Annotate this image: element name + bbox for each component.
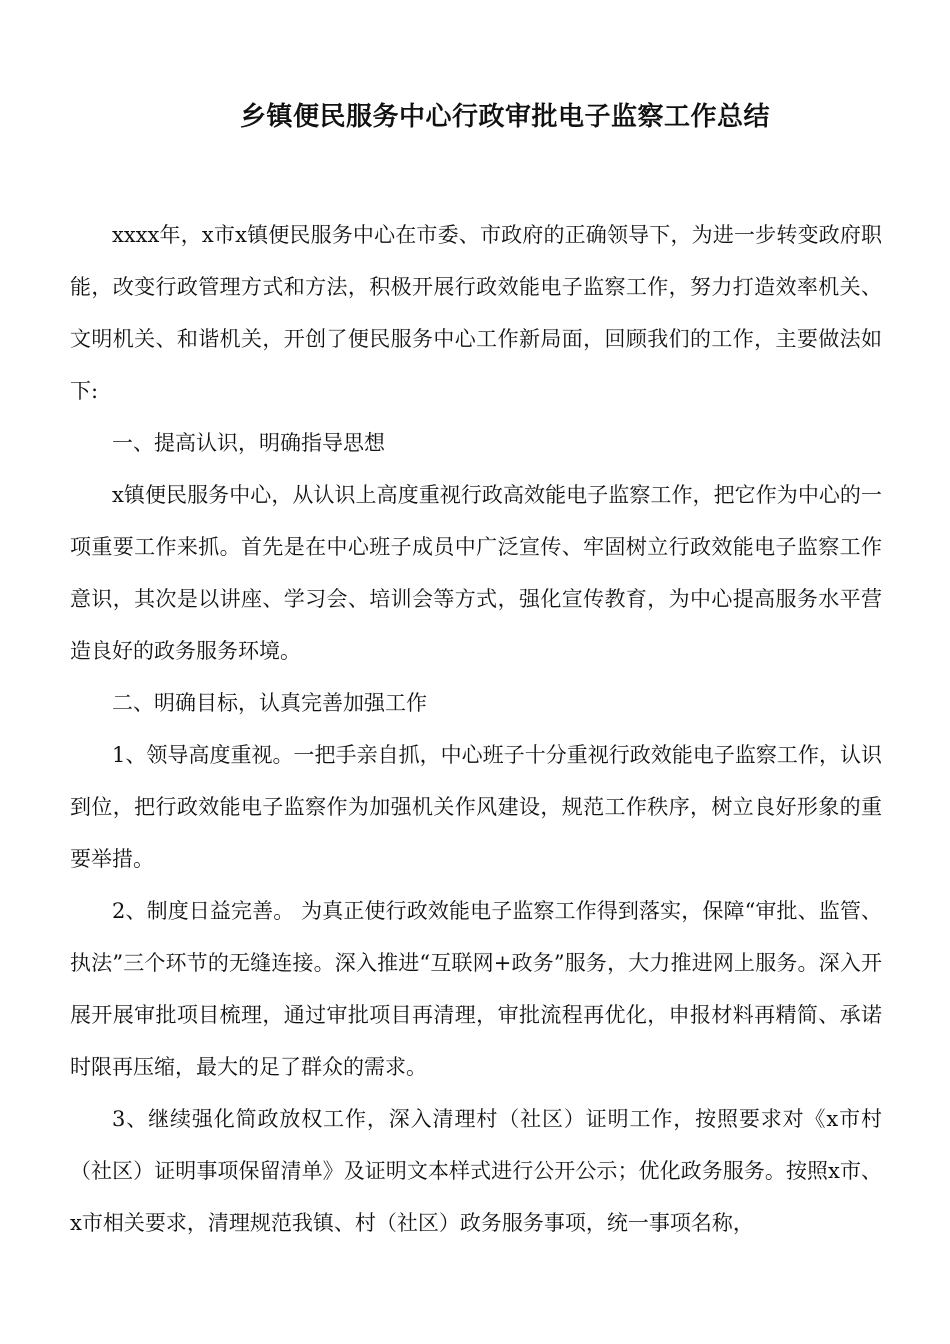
- document-body: [70, 209, 882, 1249]
- document-title: 乡镇便民服务中心行政审批电子监察工作总结: [239, 102, 770, 132]
- section-heading-2: 二、明确目标，认真完善加强工作: [112, 691, 427, 715]
- item-1-paragraph: 1、领导高度重视。一把手亲自抓，中心班子十分重视行政效能电子监察工作，认识到位，把行政效能电子监察作为加强机关作风建设，规范工作秩序，树立良好形象的重要举措。: [70, 743, 882, 871]
- item-3-paragraph: 3、继续强化简政放权工作，深入清理村（社区）证明工作，按照要求对《x市村（社区）证明事项保留清单》及证明文本样式进行公开公示；优化政务服务。按照x市、x市相关要求，清理规范我镇、村（社区）政务服务事项，统一事项名称，: [70, 1107, 882, 1235]
- intro-paragraph: xxxx年，x市x镇便民服务中心在市委、市政府的正确领导下，为进一步转变政府职能，改变行政管理方式和方法，积极开展行政效能电子监察工作，努力打造效率机关、文明机关、和谐机关，开创了便民服务中心工作新局面，回顾我们的工作，主要做法如下:: [70, 223, 882, 403]
- section-1-paragraph: x镇便民服务中心，从认识上高度重视行政高效能电子监察工作，把它作为中心的一项重要工作来抓。首先是在中心班子成员中广泛宣传、牢固树立行政效能电子监察工作意识，其次是以讲座、学习会、培训会等方式，强化宣传教育，为中心提高服务水平营造良好的政务服务环境。: [70, 483, 882, 663]
- item-2-paragraph: 2、制度日益完善。 为真正使行政效能电子监察工作得到落实，保障“审批、监管、执法”三个环节的无缝连接。深入推进“互联网+政务”服务，大力推进网上服务。深入开展开展审批项目梳理，通过审批项目再清理，审批流程再优化，申报材料再精简、承诺时限再压缩，最大的足了群众的需求。: [70, 899, 882, 1079]
- section-heading-1: 一、提高认识，明确指导思想: [112, 431, 385, 455]
